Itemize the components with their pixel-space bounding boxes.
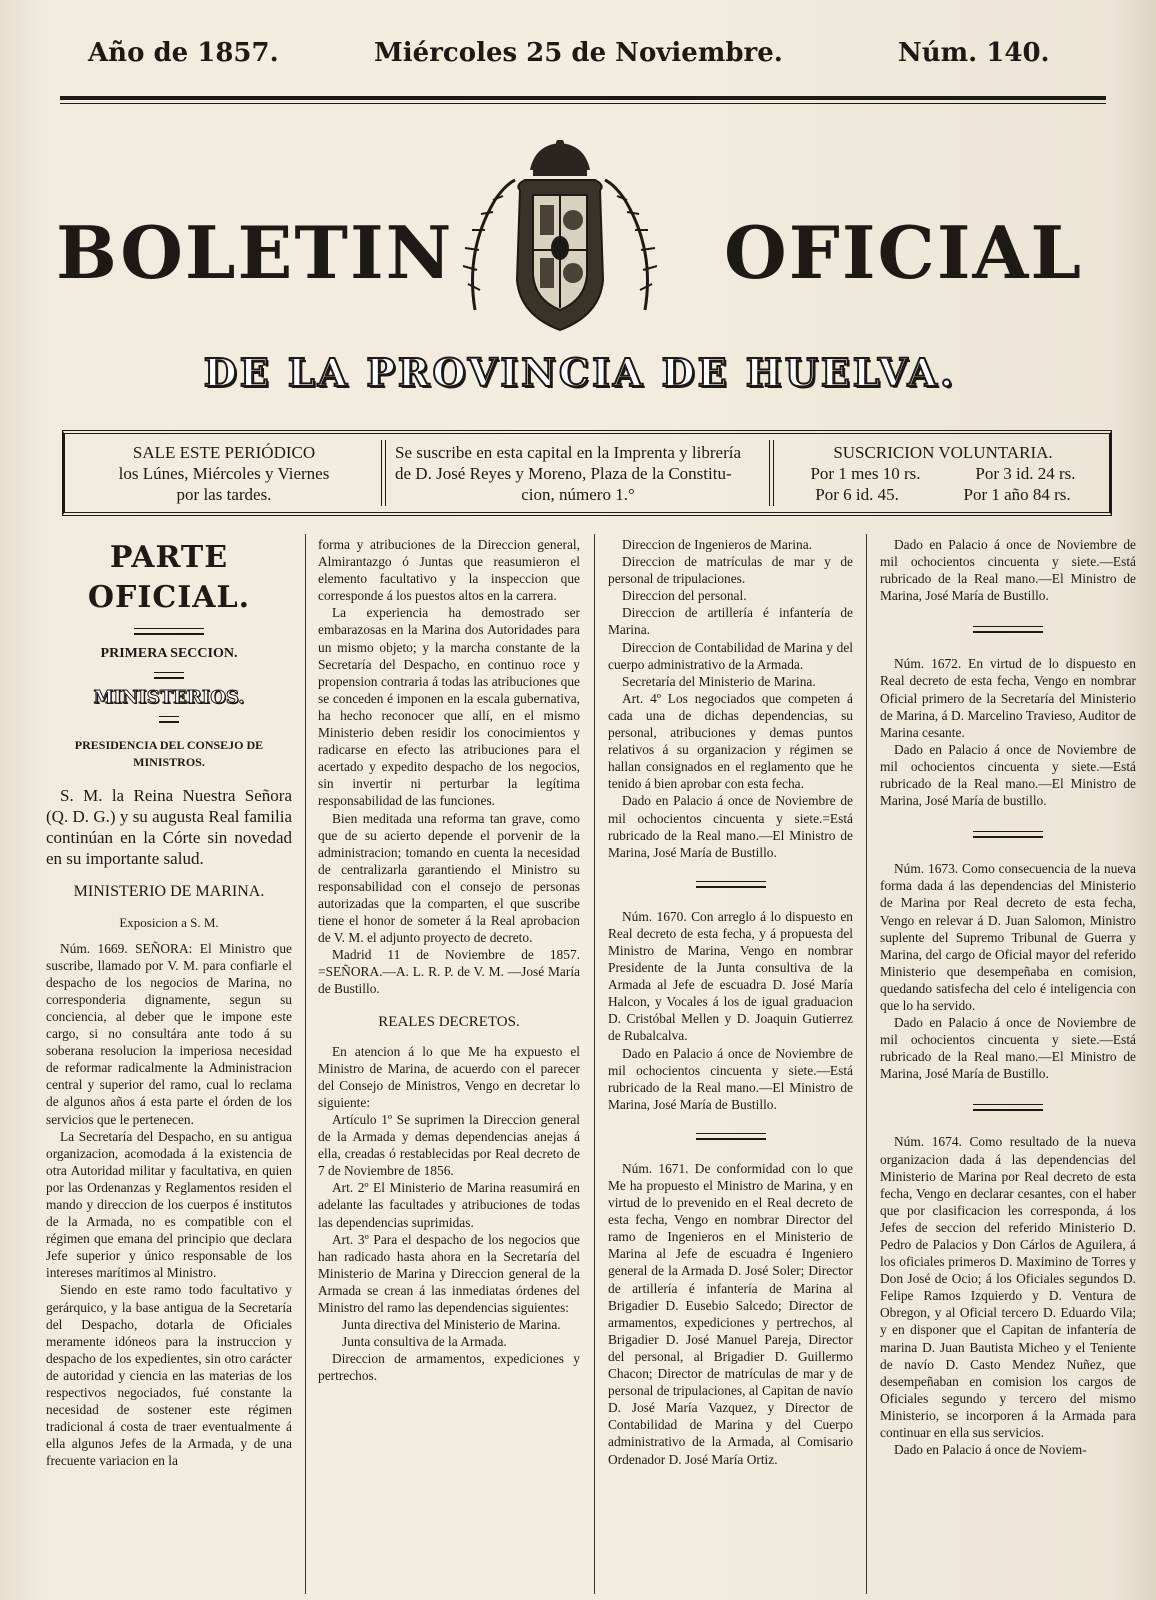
publication-schedule bbox=[65, 442, 383, 505]
paragraph: Direccion de matrículas de mar y de personal de tripulaciones. bbox=[608, 554, 853, 587]
title-oficial: OFICIAL bbox=[724, 210, 1083, 295]
paragraph: La experiencia ha demostrado ser embarazosas en la Marina dos Autoridades para un mismo objeto; y la marcha constante de la Secretaría del Despacho, en continuo roce y propension contraria á todas las atribuciones que se conceden é imponen en la escala gubernativa, ha hecho reconocer que allí, en el mismo Ministerio deben residir los conocimientos y radicarse en efecto las atribuciones para el acertado y expedito despacho de los negocios, sin invertir ni perturbar la legítima responsabilidad de las funciones. bbox=[318, 605, 580, 809]
masthead-rule-thin bbox=[60, 103, 1106, 104]
ornament-divider bbox=[973, 831, 1043, 838]
ornament-divider bbox=[134, 628, 204, 635]
prices-title: SUSCRICION VOLUNTARIA. bbox=[833, 443, 1053, 462]
location-line-2: de D. José Reyes y Moreno, Plaza de la Constitu- bbox=[395, 464, 732, 483]
column-4 bbox=[880, 536, 1136, 1596]
subscription-info-box bbox=[62, 430, 1112, 516]
location-line-1: Se suscribe en esta capital en la Imprenta y librería bbox=[395, 443, 741, 462]
column-divider bbox=[866, 534, 867, 1594]
masthead-dateline bbox=[60, 38, 1086, 78]
issue-year: Año de 1857. bbox=[88, 38, 279, 68]
subscription-location bbox=[395, 442, 761, 505]
schedule-line-1: SALE ESTE PERIÓDICO bbox=[132, 443, 316, 462]
parte-oficial-heading: PARTE OFICIAL. bbox=[87, 540, 251, 615]
paragraph: Art. 3º Para el despacho de los negocios que han radicado hasta ahora en la Secretaría del Ministerio de Marina y Direccion general de la Armada se crean á las inmediatas órdenes del Ministro del ramo las dependencias siguientes: bbox=[318, 1231, 580, 1316]
ornament-divider bbox=[696, 881, 766, 888]
info-divider bbox=[381, 440, 386, 506]
paragraph: Núm. 1674. Como resultado de la nueva organizacion dada á las dependencias del Ministerio de Marina por Real decreto de esta fecha, Vengo en declarar cesantes, con el haber que por clasificacion les corresponda, á los Jefes de seccion del referido Ministerio D. Pedro de Palacios y Don Cárlos de Aguilera, á los oficiales primeros D. Maximino de Torres y Don José de Ocio; á los Oficiales segundos D. Felipe Ramos Izquierdo y D. Ventura de Obregon, y al Oficial tercero D. Eduardo Vila; y en disponer que el Capitan de infantería de marina D. Juan Bautista Micheo y el Teniente de navío D. Casto Mendez Nuñez, que desempeñaban en comision los cargos de Oficiales segundo y tercero del mismo Ministerio, se incorporen á la Armada para continuar en ella sus servicios. bbox=[880, 1134, 1136, 1441]
column-divider bbox=[305, 534, 306, 1594]
issue-number: Núm. 140. bbox=[898, 38, 1050, 68]
column-divider bbox=[594, 534, 595, 1594]
ornament-divider bbox=[696, 1133, 766, 1140]
paragraph: Núm. 1670. Con arreglo á lo dispuesto en Real decreto de esta fecha, y á propuesta del Ministro de Marina, Vengo en nombrar Presidente de la Junta consultiva de la Armada al Jefe de escuadra D. José María Halcon, y Vocales á los de igual graduacion D. Cristóbal Mellen y D. Joaquin Gutierrez de Rubalcalva. bbox=[608, 908, 853, 1044]
paragraph: Núm. 1671. De conformidad con lo que Me ha propuesto el Ministro de Marina, y en virtud de lo prevenido en el Real decreto de esta fecha, Vengo en nombrar Director del ramo de Ingenieros en el Ministerio de Marina al Jefe de escuadra é Ingeniero general de la Armada D. José Soler; Director de artillería é infantería de Marina al Brigadier D. Eusebio Salcedo; Director de armamentos, expediciones y pertrechos, al Brigadier D. José Manuel Pareja, Director del personal, al Brigadier D. Guillermo Chacon; Director de matrículas de mar y de personal de tripulaciones, al Capitan de navío D. José María Vazquez, y Director de Contabilidad de Marina y del Cuerpo administrativo de la Armada, al Comisario Ordenador D. José María Ortiz. bbox=[608, 1160, 853, 1467]
ornament-divider bbox=[973, 1104, 1043, 1111]
paragraph: forma y atribuciones de la Direccion general, Almirantazgo ó Juntas que reasumieron el elemento facultativo y la inspeccion que corresponde á los puestos altos en la carrera. bbox=[318, 537, 580, 604]
paragraph: Direccion de Ingenieros de Marina. bbox=[622, 537, 812, 552]
schedule-line-3: por las tardes. bbox=[176, 485, 272, 504]
price-1-month: Por 1 mes 10 rs. bbox=[810, 464, 921, 483]
paragraph: Núm. 1669. SEÑORA: El Ministro que suscribe, llamado por V. M. para confiarle el despacho de los negocios de Marina, no corresponderia dignamente, segun su conciencia, al deber que le impone este cargo, si no consultára ante todo á su soberana resolucion la imperiosa necesidad de reformar radicalmente la Administracion central y superior del ramo, cual lo reclama de algunos años á esta parte el órden de los servicios que le pertenecen. bbox=[46, 940, 292, 1127]
royal-crest-icon bbox=[455, 140, 665, 340]
paragraph: Junta directiva del Ministerio de Marina. bbox=[342, 1317, 561, 1333]
price-3-months: Por 3 id. 24 rs. bbox=[975, 464, 1076, 483]
signature-paragraph: Madrid 11 de Noviembre de 1857. =SEÑORA.—A. L. R. P. de V. M. —José María de Bustillo. bbox=[318, 947, 580, 997]
schedule-line-2: los Lúnes, Miércoles y Viernes bbox=[118, 464, 330, 483]
title-boletin: BOLETIN bbox=[56, 210, 454, 295]
paragraph: Art. 4º Los negociados que competen á cada una de dichas dependencias, su personal, atribuciones y demas puntos relativos á su organizacion y régimen se hallan consignados en el reglamento que he tenido á bien aprobar con esta fecha. bbox=[608, 690, 853, 792]
price-1-year: Por 1 año 84 rs. bbox=[963, 485, 1071, 504]
reina-notice: S. M. la Reina Nuestra Señora (Q. D. G.) y su augusta Real familia continúan en la Córte sin novedad en su importante salud. bbox=[46, 786, 292, 869]
paragraph: Direccion de artillería é infantería de Marina. bbox=[608, 605, 853, 638]
column-2 bbox=[318, 536, 580, 1596]
ministerios-heading: MINISTERIOS. bbox=[93, 687, 245, 709]
paragraph: Dado en Palacio á once de Noviem- bbox=[894, 1442, 1087, 1458]
info-divider bbox=[769, 440, 774, 506]
masthead-rule bbox=[60, 96, 1106, 100]
paragraph: Núm. 1672. En virtud de lo dispuesto en Real decreto de esta fecha, Vengo en nombrar Oficial primero de la Secretaría del Ministerio de Marina, á D. Marcelino Travieso, Auditor de Marina cesante. bbox=[880, 656, 1136, 740]
paragraph: Direccion del personal. bbox=[622, 588, 747, 604]
issue-date: Miércoles 25 de Noviembre. bbox=[374, 38, 783, 68]
paragraph: Direccion de Contabilidad de Marina y del cuerpo administrativo de la Armada. bbox=[608, 639, 853, 672]
ornament-divider bbox=[154, 672, 184, 679]
paragraph: La Secretaría del Despacho, en su antigua organizacion, acomodada á la existencia de otra Autoridad militar y facultativa, en quien por las Ordenanzas y Reglamentos residen el mando y direccion de los cuerpos é institutos de la Armada, no es compatible con el régimen que emana del principio que declara Jefe superior y único responsable de los intereses marítimos al Ministro. bbox=[46, 1128, 292, 1281]
paragraph: Núm. 1673. Como consecuencia de la nueva forma dada á las dependencias del Ministerio de Marina por Real decreto de esta fecha, Vengo en relevar á D. Juan Salomon, Ministro suplente del Supremo Tribunal de Guerra y Marina, del cargo de Oficial mayor del referido Ministerio que desempeñaba en comision, quedando satisfecha del celo é inteligencia con que lo ha servido. bbox=[880, 861, 1136, 1013]
price-6-months: Por 6 id. 45. bbox=[815, 485, 899, 504]
subtitle-provincia: DE LA PROVINCIA DE HUELVA. bbox=[203, 350, 957, 395]
exposicion-heading: Exposicion a S. M. bbox=[119, 915, 219, 931]
paragraph: Dado en Palacio á once de Noviembre de mil ochocientos cincuenta y siete.—Está rubricado de la Real mano.—El Ministro de Marina, José María de Bustillo. bbox=[880, 1015, 1136, 1082]
reales-decretos-heading: REALES DECRETOS. bbox=[378, 1013, 520, 1030]
paragraph: Dado en Palacio á once de Noviembre de mil ochocientos cincuenta y siete.—Está rubricado de la Real mano.—El Ministro de Marina, José María de Bustillo. bbox=[880, 537, 1136, 604]
paragraph: Dado en Palacio á once de Noviembre de mil ochocientos cincuenta y siete.—Está rubricado de la Real mano.—El Ministro de Marina, José María de Bustillo. bbox=[608, 1045, 853, 1112]
subscription-prices bbox=[783, 442, 1103, 505]
ministerio-marina-heading: MINISTERIO DE MARINA. bbox=[73, 883, 265, 901]
paragraph: Art. 2º El Ministerio de Marina reasumirá en adelante las facultades y atribuciones de todas las dependencias suprimidas. bbox=[318, 1180, 580, 1230]
paragraph: Dado en Palacio á once de Noviembre de mil ochocientos cincuenta y siete.=Está rubricado de la Real mano.—El Ministro de Marina, José María de Bustillo. bbox=[608, 793, 853, 860]
paragraph: Secretaría del Ministerio de Marina. bbox=[622, 673, 816, 689]
paragraph: Siendo en este ramo todo facultativo y gerárquico, y la base antigua de la Secretaría del Despacho, dotarla de Oficiales meramente idóneos para la instruccion y despacho de los expedientes, sin otro carácter de autoridad y ciencia en las materias de los respectivos negociados, fué constante la necesidad de sostener este régimen tradicional á costa de traer eventualmente á ella algunos Jefes de la Armada, y de una frecuente variacion en la bbox=[46, 1282, 292, 1469]
seccion-heading: PRIMERA SECCION. bbox=[100, 646, 238, 661]
paragraph: Artículo 1º Se suprimen la Direccion general de la Armada y demas dependencias anejas á ella, creadas ó restablecidas por Real decreto de 7 de Noviembre de 1856. bbox=[318, 1112, 580, 1179]
presidencia-heading: PRESIDENCIA DEL CONSEJO DE MINISTROS. bbox=[74, 738, 264, 770]
paragraph: Bien meditada una reforma tan grave, como que de su acierto depende el porvenir de la administracion; tomando en cuenta la necesidad de centralizarla garantiendo el Ministro su responsabilidad con el consejo de personas autorizadas que la comparten, el que suscribe tiene el honor de someter á la Real aprobacion de V. M. el adjunto proyecto de decreto. bbox=[318, 810, 580, 946]
paragraph: Junta consultiva de la Armada. bbox=[342, 1334, 507, 1350]
ornament-divider bbox=[159, 716, 179, 723]
location-line-3: cion, número 1.° bbox=[521, 485, 635, 504]
paragraph: En atencion á lo que Me ha expuesto el Ministro de Marina, de acuerdo con el parecer del Consejo de Ministros, Vengo en decretar lo siguiente: bbox=[318, 1043, 580, 1110]
ornament-divider bbox=[973, 626, 1043, 633]
column-1 bbox=[46, 536, 292, 1596]
column-3 bbox=[608, 536, 853, 1596]
paragraph: Direccion de armamentos, expediciones y pertrechos. bbox=[318, 1351, 580, 1384]
paragraph: Dado en Palacio á once de Noviembre de mil ochocientos cincuenta y siete.—Está rubricado de la Real mano.—El Ministro de Marina, José María de bustillo. bbox=[880, 741, 1136, 809]
